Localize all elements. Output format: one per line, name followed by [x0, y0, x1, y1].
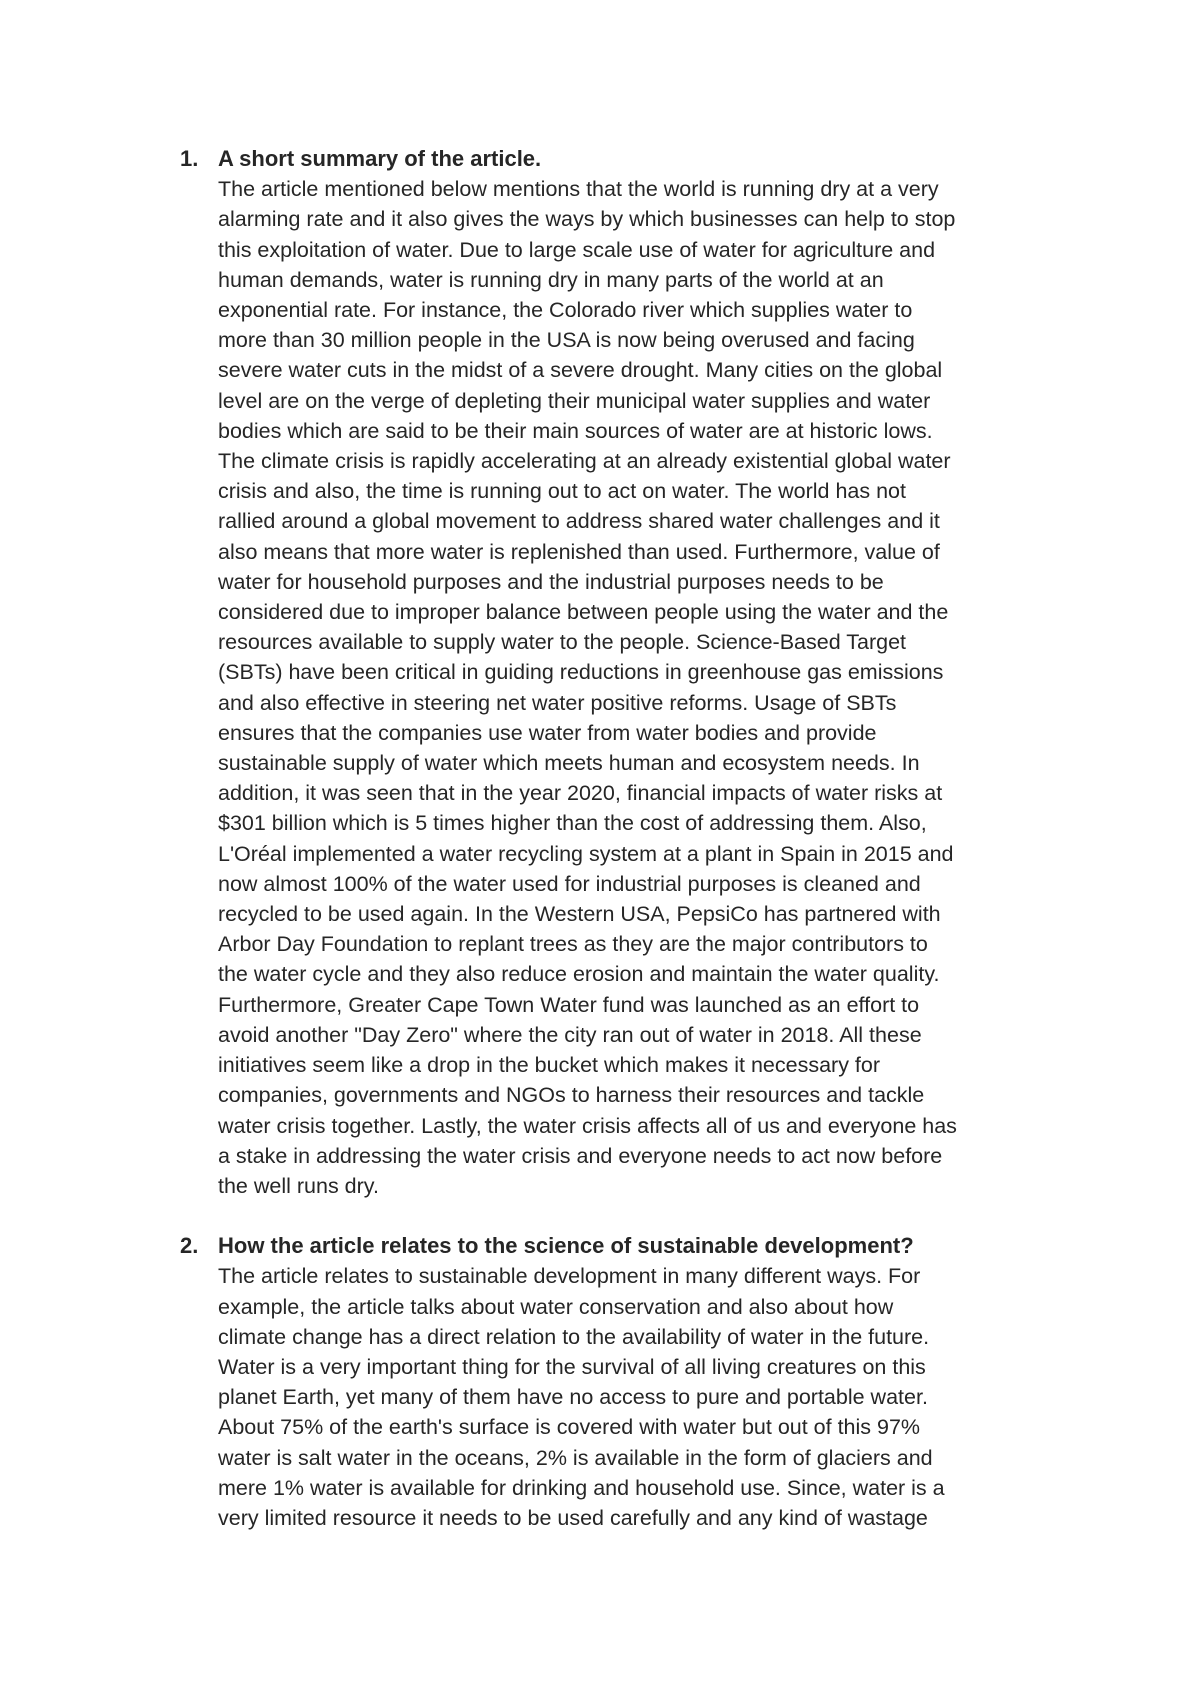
body-line: Furthermore, Greater Cape Town Water fund was launched as an effort to — [218, 992, 920, 1017]
body-line: now almost 100% of the water used for industrial purposes is cleaned and — [218, 871, 921, 896]
body-line: The article relates to sustainable development in many different ways. For — [218, 1264, 921, 1289]
body-line: and also effective in steering net water positive reforms. Usage of SBTs — [218, 690, 897, 715]
body-line: the well runs dry. — [218, 1173, 379, 1198]
body-line: ensures that the companies use water from water bodies and provide — [218, 720, 877, 745]
body-line: severe water cuts in the midst of a severe drought. Many cities on the global — [218, 358, 943, 383]
section-heading: A short summary of the article. — [218, 146, 542, 171]
body-line: companies, governments and NGOs to harness their resources and tackle — [218, 1083, 925, 1108]
body-line: crisis and also, the time is running out to act on water. The world has not — [218, 479, 906, 504]
body-line: The climate crisis is rapidly accelerating at an already existential global water — [218, 449, 951, 474]
body-line: (SBTs) have been critical in guiding reductions in greenhouse gas emissions — [218, 660, 944, 685]
body-line: the water cycle and they also reduce erosion and maintain the water quality. — [218, 962, 940, 987]
body-line: L'Oréal implemented a water recycling system at a plant in Spain in 2015 and — [218, 841, 954, 866]
section-number: 1. — [180, 146, 199, 171]
body-line: resources available to supply water to the people. Science-Based Target — [218, 630, 907, 655]
body-line: example, the article talks about water conservation and also about how — [218, 1294, 894, 1319]
body-line: bodies which are said to be their main sources of water are at historic lows. — [218, 418, 933, 443]
section-summary — [180, 144, 1060, 1201]
body-line: a stake in addressing the water crisis and everyone needs to act now before — [218, 1143, 943, 1168]
body-line: mere 1% water is available for drinking and household use. Since, water is a — [218, 1475, 945, 1500]
body-line: this exploitation of water. Due to large scale use of water for agriculture and — [218, 237, 936, 262]
body-line: alarming rate and it also gives the ways by which businesses can help to stop — [218, 207, 956, 232]
body-line: water for household purposes and the industrial purposes needs to be — [218, 569, 884, 594]
body-line: avoid another "Day Zero" where the city ran out of water in 2018. All these — [218, 1022, 922, 1047]
body-line: water is salt water in the oceans, 2% is available in the form of glaciers and — [218, 1445, 933, 1470]
body-line: level are on the verge of depleting their municipal water supplies and water — [218, 388, 931, 413]
body-line: considered due to improper balance between people using the water and the — [218, 600, 949, 625]
section-body — [218, 1261, 1058, 1533]
body-line: water crisis together. Lastly, the water crisis affects all of us and everyone has — [218, 1113, 957, 1138]
body-line: very limited resource it needs to be used carefully and any kind of wastage — [218, 1505, 928, 1530]
body-line: more than 30 million people in the USA is now being overused and facing — [218, 328, 915, 353]
section-number: 2. — [180, 1233, 199, 1259]
section-body — [218, 174, 1058, 1201]
section-sustainable-development — [180, 1231, 1060, 1533]
body-line: About 75% of the earth's surface is covered with water but out of this 97% — [218, 1415, 921, 1440]
body-line: climate change has a direct relation to the availability of water in the future. — [218, 1324, 930, 1349]
body-line: also means that more water is replenished than used. Furthermore, value of — [218, 539, 940, 564]
body-line: $301 billion which is 5 times higher than the cost of addressing them. Also, — [218, 811, 927, 836]
body-line: planet Earth, yet many of them have no access to pure and portable water. — [218, 1385, 928, 1410]
body-line: Water is a very important thing for the survival of all living creatures on this — [218, 1354, 926, 1379]
body-line: exponential rate. For instance, the Colorado river which supplies water to — [218, 298, 913, 323]
body-line: human demands, water is running dry in many parts of the world at an — [218, 267, 884, 292]
body-line: addition, it was seen that in the year 2020, financial impacts of water risks at — [218, 781, 943, 806]
body-line: The article mentioned below mentions that the world is running dry at a very — [218, 177, 939, 202]
section-list — [180, 144, 1060, 1533]
body-line: sustainable supply of water which meets human and ecosystem needs. In — [218, 751, 920, 776]
body-line: initiatives seem like a drop in the bucket which makes it necessary for — [218, 1053, 881, 1078]
body-line: rallied around a global movement to address shared water challenges and it — [218, 509, 940, 534]
body-line: recycled to be used again. In the Western USA, PepsiCo has partnered with — [218, 902, 941, 927]
section-heading: How the article relates to the science of sustainable development? — [218, 1233, 914, 1259]
body-line: Arbor Day Foundation to replant trees as they are the major contributors to — [218, 932, 928, 957]
